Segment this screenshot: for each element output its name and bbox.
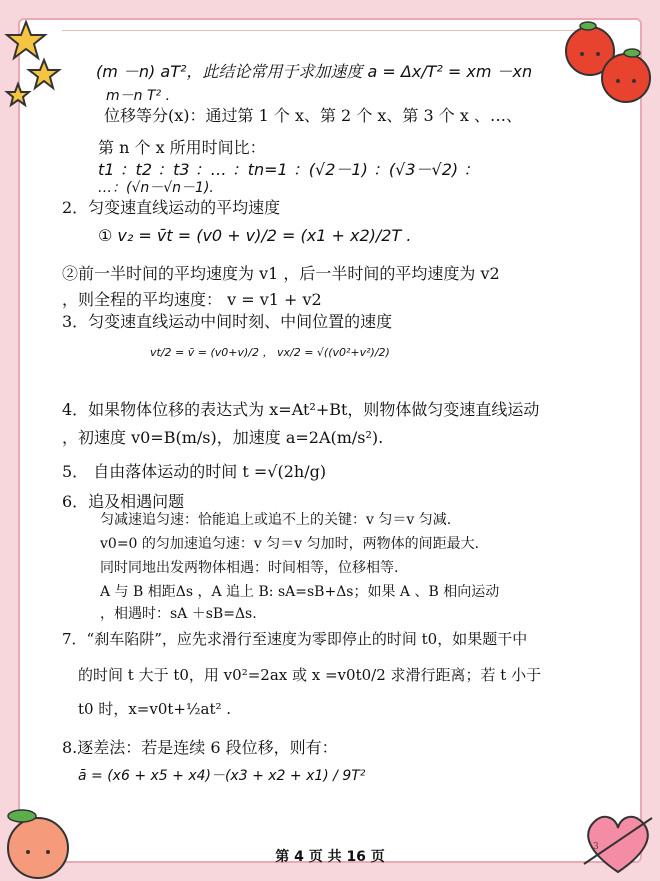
line-4: t1 ：t2 ：t3 ：… ：tn=1 ：(√2－1) ：(√3－√2) ： [98,160,480,179]
apple-icons [552,6,657,106]
section-6a: 匀减速追匀速：恰能追上或追不上的关键：v 匀＝v 匀减. [100,512,452,528]
line-2: 位移等分(x)：通过第 1 个 x、第 2 个 x、第 3 个 x 、…、 [104,106,522,125]
star-icon [7,22,45,58]
section-8a: 8.逐差法：若是连续 6 段位移，则有： [62,738,338,757]
section-7b: 的时间 t 大于 t0，用 v0²=2ax 或 x =v0t0/2 求滑行距离；若 t 小于 [78,666,542,684]
heading-2: 2．匀变速直线运动的平均速度 [62,198,281,217]
section-6e: ，相遇时：sA ＋sB=Δs. [100,606,257,622]
section-4a: 4．如果物体位移的表达式为 x=At²+Bt，则物体做匀变速直线运动 [62,400,540,419]
line-1: (m －n) aT²，此结论常用于求加速度 a = Δx/T² = xm －xn [96,62,533,81]
star-icons [4,20,66,110]
line-5: …：(√n－√n－1). [98,180,214,196]
section-4b: ，初速度 v0=B(m/s)，加速度 a=2A(m/s²). [62,428,384,447]
section-6d: A 与 B 相距Δs ，A 追上 B: sA=sB+Δs；如果 A 、B 相向运动 [100,584,500,600]
peach-icon [0,800,75,881]
section-6c: 同时同地出发两物体相遇：时间相等，位移相等. [100,560,399,576]
formula-2b: ②前一半时间的平均速度为 v1 ，后一半时间的平均速度为 v2 [62,264,500,283]
heading-3: 3．匀变速直线运动中间时刻、中间位置的速度 [62,312,393,331]
section-7a: 7．“刹车陷阱”，应先求滑行至速度为零即停止的时间 t0，如果题干中 [62,630,528,648]
section-7c: t0 时，x=v0t+½at² . [78,700,232,718]
heart-icon [578,808,658,878]
top-rule [62,30,602,31]
page-number: 3 [593,842,599,852]
section-8b: ā = (x6 + x5 + x4)－(x3 + x2 + x1) / 9T² [78,768,366,784]
section-5: 5． 自由落体运动的时间 t =√(2h/g) [62,462,327,481]
formula-2: ① v₂ = v̄t = (v0 + v)/2 = (x1 + x2)/2T . [98,226,412,245]
page-footer: 第 4 页 共 16 页 [275,849,385,865]
line-1b: m－n T² . [106,88,171,104]
star-icon [29,60,59,88]
section-6: 6．追及相遇问题 [62,492,185,511]
star-icon [7,84,29,105]
formula-3: vt/2 = v̄ = (v0+v)/2 ， vx/2 = √((v0²+v²)/2) [150,346,390,359]
formula-2c: ，则全程的平均速度： v = v1 + v2 [62,290,322,309]
section-6b: v0=0 的匀加速追匀速：v 匀＝v 匀加时，两物体的间距最大. [100,536,480,552]
line-3: 第 n 个 x 所用时间比： [98,138,266,157]
